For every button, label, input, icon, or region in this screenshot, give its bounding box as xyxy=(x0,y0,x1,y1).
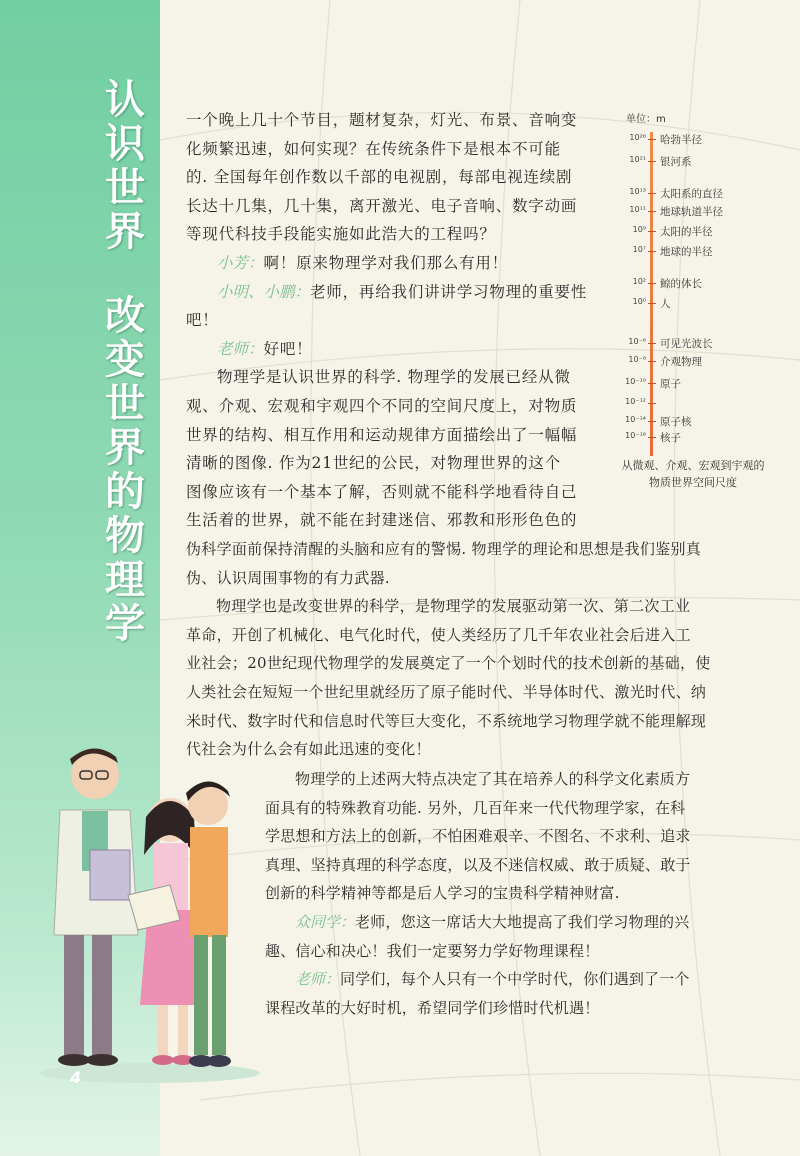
tick-mark xyxy=(648,437,656,438)
scale-tick xyxy=(618,430,798,444)
dialogue-text: 老师，您这一席话大大地提高了我们学习物理的兴 xyxy=(355,912,690,931)
text-line: 伪科学面前保持清醒的头脑和应有的警惕. 物理学的理论和思想是我们鉴别真 xyxy=(186,540,702,558)
tick-mark xyxy=(648,139,656,140)
dialogue-line xyxy=(186,278,606,307)
tick-label: 太阳系的直径 xyxy=(660,188,723,200)
tick-exponent: 10⁻⁶ xyxy=(628,337,646,346)
tick-mark xyxy=(648,161,656,162)
figure-caption: 从微观、介观、宏观到宇观的物质世界空间尺度 xyxy=(621,459,765,489)
scale-tick xyxy=(618,376,798,390)
tick-mark xyxy=(648,403,656,404)
text-line: 面具有的特殊教育功能. 另外，几百年来一代代物理学家，在科 xyxy=(265,798,686,817)
scale-tick xyxy=(618,186,798,200)
text-line: 图像应该有一个基本了解，否则就不能科学地看待自己 xyxy=(186,482,578,501)
body-column-lower xyxy=(265,765,765,1022)
dialogue-text: 啊！原来物理学对我们那么有用！ xyxy=(263,253,509,272)
scale-tick xyxy=(618,132,798,146)
title-char: 世 xyxy=(105,381,145,427)
text-line: 长达十几集，几十集，离开激光、电子音响、数字动画 xyxy=(186,196,578,215)
text-line: 创新的科学精神等都是后人学习的宝贵科学精神财富. xyxy=(265,884,620,903)
scale-tick xyxy=(618,224,798,238)
tick-label: 人 xyxy=(660,298,671,310)
scale-tick xyxy=(618,396,798,410)
text-line: 化频繁迅速，如何实现？在传统条件下是根本不可能 xyxy=(186,139,561,158)
tick-mark xyxy=(648,193,656,194)
tick-label: 地球的半径 xyxy=(660,246,713,258)
tick-label: 银河系 xyxy=(660,156,692,168)
tick-label: 原子核 xyxy=(660,416,692,428)
text-line: 观、介观、宏观和宇观四个不同的空间尺度上，对物质 xyxy=(186,396,578,415)
text-line: 物理学的上述两大特点决定了其在培养人的科学文化素质方 xyxy=(295,770,691,788)
text-line: 人类社会在短短一个世纪里就经历了原子能时代、半导体时代、激光时代、纳 xyxy=(186,682,707,701)
text-line: 真理、坚持真理的科学态度，以及不迷信权威、敢于质疑、敢于 xyxy=(265,855,691,874)
tick-mark xyxy=(648,231,656,232)
title-char: 识 xyxy=(105,121,145,167)
tick-exponent: 10⁻¹⁰ xyxy=(625,377,646,386)
scale-tick xyxy=(618,296,798,310)
tick-exponent: 10¹³ xyxy=(629,187,646,196)
speaker-name: 众同学： xyxy=(295,912,356,931)
title-char: 认 xyxy=(105,77,145,123)
scale-tick xyxy=(618,414,798,428)
tick-exponent: 10⁰ xyxy=(632,297,646,306)
scale-tick xyxy=(618,154,798,168)
tick-exponent: 10⁻¹⁶ xyxy=(625,431,646,440)
title-char: 理 xyxy=(105,557,145,603)
title-char: 界 xyxy=(105,425,145,471)
text-line: 的. 全国每年创作数以千部的电视剧，每部电视连续剧 xyxy=(186,168,573,187)
tick-label: 太阳的半径 xyxy=(660,226,713,238)
body-column-narrow xyxy=(186,106,606,535)
tick-mark xyxy=(648,361,656,362)
tick-label: 可见光波长 xyxy=(660,338,713,350)
title-char: 界 xyxy=(105,209,145,255)
text-line: 世界的结构、相互作用和运动规律方面描绘出了一幅幅 xyxy=(186,425,578,444)
teacher-students-illustration xyxy=(30,735,260,1085)
spatial-scale-figure xyxy=(618,110,798,510)
tick-exponent: 10⁹ xyxy=(632,225,646,234)
tick-exponent: 10¹¹ xyxy=(629,205,646,214)
text-line: 革命，开创了机械化、电气化时代，使人类经历了几千年农业社会后进入工 xyxy=(186,625,691,644)
dialogue-text: 好吧！ xyxy=(263,339,313,358)
tick-exponent: 10⁻¹⁴ xyxy=(625,415,646,424)
page-number: 4 xyxy=(70,1068,82,1087)
scale-tick xyxy=(618,336,798,350)
body-column-wide xyxy=(186,535,766,764)
scale-unit-label: 单位：m xyxy=(626,114,666,125)
dialogue-line: 吧！ xyxy=(186,311,219,330)
title-char: 变 xyxy=(105,337,145,383)
speaker-name: 老师： xyxy=(295,970,341,989)
speaker-name: 小芳： xyxy=(217,253,264,272)
text-line: 学思想和方法上的创新，不怕困难艰辛、不图名、不求利、追求 xyxy=(265,827,691,846)
tick-exponent: 10²¹ xyxy=(629,155,646,164)
tick-exponent: 10⁷ xyxy=(632,245,646,254)
scale-tick xyxy=(618,276,798,290)
dialogue-line xyxy=(265,965,765,994)
text-line: 清晰的图像. 作为21世纪的公民，对物理世界的这个 xyxy=(186,454,562,473)
title-char: 世 xyxy=(105,165,145,211)
tick-mark xyxy=(648,383,656,384)
tick-label: 鲸的体长 xyxy=(660,278,702,290)
dialogue-line xyxy=(265,908,765,937)
title-char: 物 xyxy=(105,513,145,559)
speaker-name: 小明、小鹏： xyxy=(217,282,311,301)
tick-label: 介观物理 xyxy=(660,356,702,368)
scale-tick xyxy=(618,354,798,368)
title-char: 改 xyxy=(105,293,145,339)
tick-mark xyxy=(648,211,656,212)
text-line: 物理学是认识世界的科学. 物理学的发展已经从微 xyxy=(217,368,571,387)
tick-mark xyxy=(648,251,656,252)
tick-label: 核子 xyxy=(660,432,681,444)
dialogue-line: 趣、信心和决心！我们一定要努力学好物理课程！ xyxy=(265,941,600,960)
text-line: 米时代、数字时代和信息时代等巨大变化，不系统地学习物理学就不能理解现 xyxy=(186,711,707,730)
dialogue-text: 老师，再给我们讲讲学习物理的重要性 xyxy=(310,282,588,301)
tick-mark xyxy=(648,421,656,422)
text-line: 业社会；20世纪现代物理学的发展奠定了一个个划时代的技术创新的基础，使 xyxy=(186,654,711,673)
dialogue-line: 课程改革的大好时机，希望同学们珍惜时代机遇！ xyxy=(265,998,600,1017)
tick-exponent: 10⁻⁸ xyxy=(628,355,646,364)
scale-tick xyxy=(618,244,798,258)
text-line: 生活着的世界，就不能在封建迷信、邪教和形形色色的 xyxy=(186,511,578,530)
tick-mark xyxy=(648,303,656,304)
vertical-section-title xyxy=(100,78,150,646)
title-char: 的 xyxy=(105,469,145,515)
text-line: 物理学也是改变世界的科学，是物理学的发展驱动第一次、第二次工业 xyxy=(216,597,691,616)
text-line: 一个晚上几十个节目，题材复杂，灯光、布景、音响变 xyxy=(186,111,578,129)
text-line: 等现代科技手段能实施如此浩大的工程吗？ xyxy=(186,225,496,244)
tick-exponent: 10²⁶ xyxy=(629,133,646,142)
tick-label: 地球轨道半径 xyxy=(660,206,723,218)
tick-label: 哈勃半径 xyxy=(660,134,702,146)
text-line: 伪、认识周围事物的有力武器. xyxy=(186,568,390,587)
tick-mark xyxy=(648,343,656,344)
dialogue-text: 同学们，每个人只有一个中学时代，你们遇到了一个 xyxy=(340,970,690,989)
tick-exponent: 10⁻¹² xyxy=(625,397,646,406)
scale-tick xyxy=(618,204,798,218)
dialogue-line xyxy=(186,335,606,364)
text-line: 代社会为什么会有如此迅速的变化！ xyxy=(186,740,431,759)
tick-exponent: 10² xyxy=(632,277,646,286)
tick-label: 原子 xyxy=(660,378,681,390)
dialogue-line xyxy=(186,249,606,278)
title-char: 学 xyxy=(105,601,145,647)
tick-mark xyxy=(648,283,656,284)
speaker-name: 老师： xyxy=(217,339,264,358)
